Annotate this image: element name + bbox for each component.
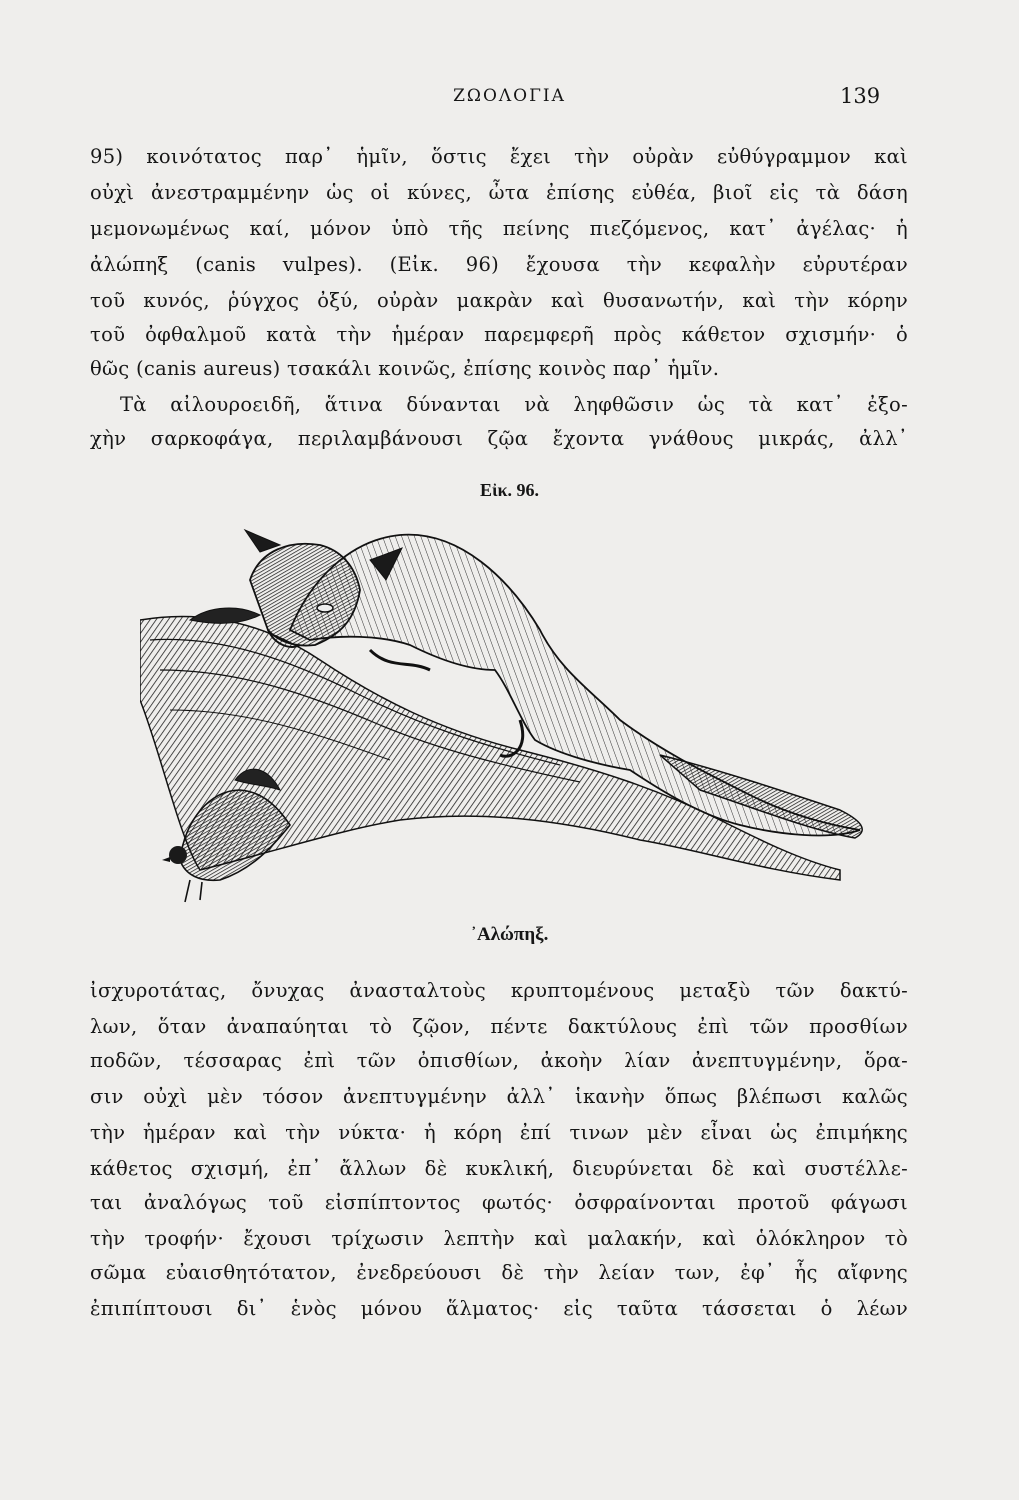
text-line: Τὰ αἰλουροειδῆ, ἅτινα δύνανται νὰ ληφθῶσιν ὡς τὰ κατ᾽ ἐξο- — [120, 393, 908, 416]
page-number: 139 — [840, 84, 881, 108]
text-line: σιν οὐχὶ μὲν τόσον ἀνεπτυγμένην ἀλλ᾽ ἱκανὴν ὅπως βλέπωσι καλῶς — [90, 1085, 908, 1108]
text-line: θῶς (canis aureus) τσακάλι κοινῶς, ἐπίσης κοινὸς παρ᾽ ἡμῖν. — [90, 357, 720, 380]
text-line: τοῦ ὀφθαλμοῦ κατὰ τὴν ἡμέραν παρεμφερῆ πρὸς κάθετον σχισμήν· ὁ — [90, 323, 908, 346]
fox-ear — [245, 530, 280, 552]
fox-eye — [317, 604, 333, 612]
text-line: χὴν σαρκοφάγα, περιλαμβάνουσι ζῷα ἔχοντα γνάθους μικράς, ἀλλ᾽ — [90, 427, 908, 450]
running-header: ΖΩΟΛΟΓΙΑ — [453, 86, 566, 106]
text-line: 95) κοινότατος παρ᾽ ἡμῖν, ὅστις ἔχει τὴν οὐρὰν εὐθύγραμμον καὶ — [90, 145, 908, 168]
fox-illustration — [140, 520, 920, 920]
text-line: ἐπιπίπτουσι δι᾽ ἑνὸς μόνου ἅλματος· εἰς ταῦτα τάσσεται ὁ λέων — [90, 1297, 908, 1320]
fox-paw — [190, 608, 260, 623]
figure-caption: ᾿Αλώπηξ. — [470, 924, 549, 945]
text-line: τὴν τροφήν· ἔχουσι τρίχωσιν λεπτὴν καὶ μαλακήν, καὶ ὁλόκληρον τὸ — [90, 1227, 908, 1250]
text-line: οὐχὶ ἀνεστραμμένην ὡς οἱ κύνες, ὦτα ἐπίσης εὐθέα, βιοῖ εἰς τὰ δάση — [90, 181, 908, 204]
fox-leg — [370, 650, 430, 670]
text-line: μεμονωμένως καί, μόνον ὑπὸ τῆς πείνης πιεζόμενος, κατ᾽ ἀγέλας· ἡ — [90, 217, 908, 240]
text-line: τοῦ κυνός, ῥύγχος ὀξύ, οὐρὰν μακρὰν καὶ θυσανωτήν, καὶ τὴν κόρην — [90, 289, 908, 312]
text-line: ται ἀναλόγως τοῦ εἰσπίπτοντος φωτός· ὀσφραίνονται προτοῦ φάγωσι — [90, 1191, 908, 1214]
text-line: τὴν ἡμέραν καὶ τὴν νύκτα· ἡ κόρη ἐπί τινων μὲν εἶναι ὡς ἐπιμήκης — [90, 1121, 908, 1144]
text-line: ποδῶν, τέσσαρας ἐπὶ τῶν ὀπισθίων, ἀκοὴν λίαν ἀνεπτυγμένην, ὅρα- — [90, 1049, 908, 1072]
text-line: ἰσχυροτάτας, ὄνυχας ἀνασταλτοὺς κρυπτομένους μεταξὺ τῶν δακτύ- — [90, 979, 908, 1002]
figure-label: Εἰκ. 96. — [479, 480, 540, 500]
text-line: σῶμα εὐαισθητότατον, ἐνεδρεύουσι δὲ τὴν λείαν των, ἐφ᾽ ἧς αἴφνης — [90, 1261, 908, 1284]
text-line: λων, ὅταν ἀναπαύηται τὸ ζῷον, πέντε δακτύλους ἐπὶ τῶν προσθίων — [90, 1015, 908, 1038]
text-line: κάθετος σχισμή, ἐπ᾽ ἄλλων δὲ κυκλική, διευρύνεται δὲ καὶ συστέλλε- — [90, 1157, 908, 1180]
text-line: ἀλώπηξ (canis vulpes). (Εἰκ. 96) ἔχουσα τὴν κεφαλὴν εὐρυτέραν — [90, 253, 908, 276]
fox-engraving — [140, 520, 920, 920]
